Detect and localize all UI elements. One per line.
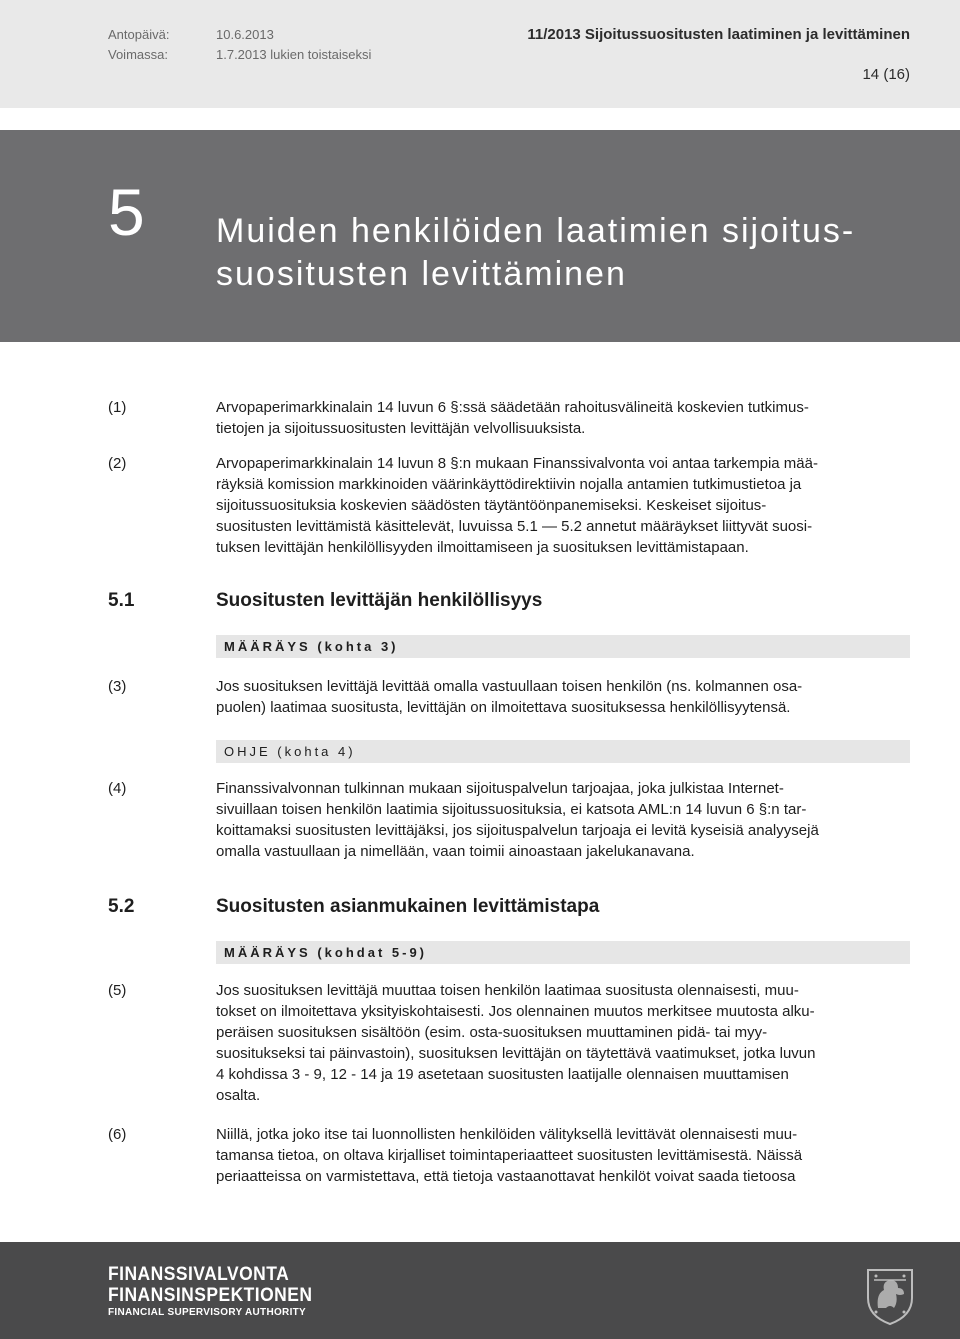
- paragraph-number: (4): [108, 780, 127, 797]
- text-line: Finanssivalvonnan tulkinnan mukaan sijoituspalvelun tarjoajaa, joka julkistaa Internet-: [216, 780, 784, 797]
- chapter-title: [216, 210, 916, 296]
- label-text: OHJE (kohta 4): [224, 744, 356, 759]
- text-line: peräisen suosituksen sisältöön (esim. osta-suosituksen muuttaminen pidä- tai myy-: [216, 1024, 768, 1041]
- chapter-title-line: suositusten levittäminen: [216, 255, 627, 293]
- chapter-title-line: Muiden henkilöiden laatimien sijoitus-: [216, 212, 856, 250]
- text-line: sijoitussuosituksia koskevien säädösten täytäntöönpanemiseksi. Keskeiset sijoitus-: [216, 497, 767, 514]
- logo-line: FINANSSIVALVONTA: [108, 1264, 290, 1285]
- chapter-banner: [0, 130, 960, 342]
- page-header: [0, 0, 960, 108]
- chapter-number: 5: [108, 175, 145, 249]
- section-title: Suositusten asianmukainen levittämistapa: [216, 896, 600, 917]
- text-line: omalla vastuullaan ja nimellään, vaan toimii ainoastaan jakelukanavana.: [216, 843, 695, 860]
- page-footer: [0, 1242, 960, 1339]
- paragraph-number: (5): [108, 982, 127, 999]
- text-line: Jos suosituksen levittäjä muuttaa toisen henkilön laatimaa suositusta olennaisesti, muu-: [216, 982, 799, 999]
- text-line: osalta.: [216, 1087, 261, 1104]
- page-number: 14 (16): [862, 66, 910, 83]
- text-line: sivuillaan toisen henkilön laatimia sijoitussuosituksia, ei katsota AML:n 14 luvun 6 §:n tar-: [216, 801, 807, 818]
- paragraph-number: (1): [108, 399, 127, 416]
- text-line: 4 kohdissa 3 - 9, 12 - 14 ja 19 asetetaan suositusten laatijalle olennaisen muuttamisen: [216, 1066, 789, 1083]
- paragraph-text: [216, 1124, 906, 1187]
- text-line: Arvopaperimarkkinalain 14 luvun 8 §:n mukaan Finanssivalvonta voi antaa tarkempia mää-: [216, 455, 818, 472]
- text-line: suositusten levittämistä käsittelevät, luvuissa 5.1 — 5.2 annetut määräykset liittyvät suosi-: [216, 518, 813, 535]
- text-line: puolen) laatimaa suositusta, levittäjän on ilmoitettava suosituksessa henkilöllisyytensä.: [216, 699, 791, 716]
- text-line: suositukseksi tai päinvastoin), suosituksen levittäjän on täytettävä vaatimukset, jotka luvun: [216, 1045, 816, 1062]
- valid-label: Voimassa:: [108, 47, 168, 62]
- lion-crest-icon: [860, 1264, 920, 1326]
- logo-line: FINANSINSPEKTIONEN: [108, 1285, 313, 1306]
- authority-logo: [108, 1264, 330, 1320]
- text-line: koittamaksi suositusten levittäjäksi, jos sijoituspalvelun tarjoaja ei levitä kyseisiä analyysejä: [216, 822, 819, 839]
- valid-value: 1.7.2013 lukien toistaiseksi: [216, 47, 372, 62]
- section-number: 5.2: [108, 896, 135, 917]
- issued-label: Antopäivä:: [108, 27, 170, 42]
- regulation-label: [216, 635, 910, 658]
- paragraph-number: (6): [108, 1126, 127, 1143]
- document-title: 11/2013 Sijoitussuositusten laatiminen ja levittäminen: [527, 26, 910, 43]
- text-line: tamansa tietoa, on oltava kirjalliset toimintaperiaatteet suositusten levittämisestä. Näissä: [216, 1147, 803, 1164]
- issued-date: 10.6.2013: [216, 27, 274, 42]
- label-text: MÄÄRÄYS (kohta 3): [224, 639, 399, 654]
- text-line: Arvopaperimarkkinalain 14 luvun 6 §:ssä säädetään rahoitusvälineitä koskevien tutkimus-: [216, 399, 809, 416]
- text-line: Niillä, jotka joko itse tai luonnollisten henkilöiden välityksellä levittävät olennaisesti muu-: [216, 1126, 798, 1143]
- text-line: räyksiä komission markkinoiden väärinkäyttödirektiivin nojalla antamien tutkimustietoa ja: [216, 476, 802, 493]
- regulation-label: [216, 941, 910, 964]
- label-text: MÄÄRÄYS (kohdat 5-9): [224, 945, 428, 960]
- text-line: periaatteissa on varmistettava, että tietoja vastaanottavat henkilöt voivat saada tietoosa: [216, 1168, 796, 1185]
- text-line: tietojen ja sijoitussuositusten levittäjän velvollisuuksista.: [216, 420, 586, 437]
- paragraph-text: [216, 397, 906, 439]
- text-line: tuksen levittäjän henkilöllisyyden ilmoittamiseen ja suosituksen levittämistapaan.: [216, 539, 749, 556]
- text-line: tokset on ilmoitettava yksityiskohtaisesti. Jos olennainen muutos merkitsee muutosta alku-: [216, 1003, 815, 1020]
- paragraph-number: (2): [108, 455, 127, 472]
- paragraph-text: [216, 676, 906, 718]
- logo-line: FINANCIAL SUPERVISORY AUTHORITY: [108, 1307, 307, 1318]
- text-line: Jos suosituksen levittäjä levittää omalla vastuullaan toisen henkilön (ns. kolmannen osa-: [216, 678, 803, 695]
- section-number: 5.1: [108, 590, 135, 611]
- paragraph-number: (3): [108, 678, 127, 695]
- section-title: Suositusten levittäjän henkilöllisyys: [216, 590, 543, 611]
- paragraph-text: [216, 453, 906, 558]
- paragraph-text: [216, 980, 906, 1106]
- paragraph-text: [216, 778, 906, 862]
- guidance-label: [216, 740, 910, 763]
